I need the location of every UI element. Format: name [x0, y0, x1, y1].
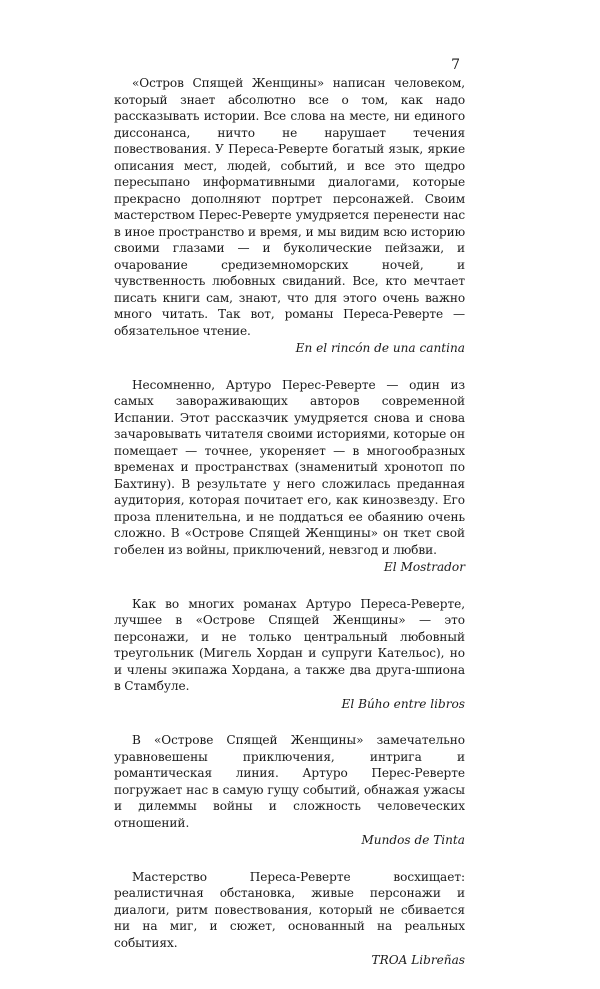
page-number: 7 — [451, 57, 460, 73]
review-source: TROA Libreñas — [371, 953, 465, 967]
review-block — [114, 377, 465, 576]
reviews-section — [114, 75, 465, 989]
review-text: «Остров Спящей Женщины» написан человеком, который знает абсолютно все о том, как надо рассказывать истории. Все слова на месте, ни единого диссонанса, ничто не нарушает течения повествования. У Переса-Реверте богатый язык, яркие описания мест, людей, событий, и все это щедро пересыпано информативными диалогами, которые прекрасно дополняют портрет персонажей. Своим мастерством Перес-Реверте умудряется перенести нас в иное пространство и время, и мы видим всю историю своими глазами — и буколические пейзажи, и очарование средиземноморских ночей, и чувственность любовных свиданий. Все, кто мечтает писать книги сам, знают, что для этого очень важно много читать. Так вот, романы Переса-Реверте — обязательное чтение. — [114, 76, 465, 338]
review-text: В «Острове Спящей Женщины» замечательно уравновешены приключения, интрига и романтическая линия. Артуро Перес-Реверте погружает нас в самую гущу событий, обнажая ужасы и дилеммы войны и сложность человеческих отношений. — [114, 733, 465, 830]
review-block — [114, 732, 465, 849]
review-source: El Mostrador — [383, 560, 465, 574]
review-text: Как во многих романах Артуро Переса-Реверте, лучшее в «Острове Спящей Женщины» — это персонажи, и не только центральный любовный треугольник (Мигель Хордан и супруги Кательос), но и члены экипажа Хордана, а также два друга-шпиона в Стамбуле. — [114, 596, 465, 693]
review-source: El Búho entre libros — [341, 696, 465, 711]
review-source: En el rincón de una cantina — [295, 341, 465, 355]
review-text: Несомненно, Артуро Перес-Реверте — один из самых завораживающих авторов современной Испании. Этот рассказчик умудряется снова и снова зачаровывать читателя своими историями, которые он помещает — точнее, укореняет — в многообразных временах и пространствах (знаменитый хронотоп по Бахтину). В результате у него сложилась преданная аудитория, которая почитает его, как кинозвезду. Его проза пленительна, и не поддаться ее обаянию очень сложно. В «Острове Спящей Женщины» он ткет свой гобелен из войны, приключений, невзгод и любви. — [114, 377, 465, 557]
review-source: Mundos de Tinta — [361, 833, 465, 847]
review-block — [114, 869, 465, 969]
review-block — [114, 75, 465, 357]
review-text: Мастерство Переса-Реверте восхищает: реалистичная обстановка, живые персонажи и диалоги, ритм повествования, который не сбивается ни на миг, и сюжет, основанный на реальных событиях. — [114, 869, 465, 950]
review-block — [114, 596, 465, 713]
